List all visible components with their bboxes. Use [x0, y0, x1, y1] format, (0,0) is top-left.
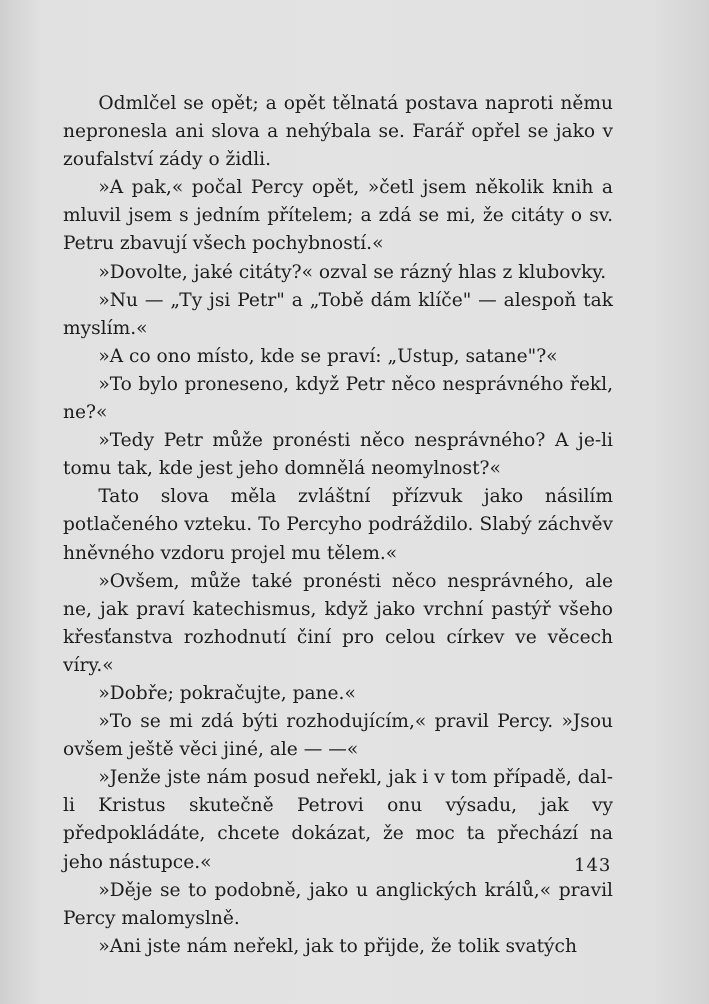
paragraph-11: »To se mi zdá býti rozhodujícím,« pravil Percy. »Jsou ovšem ještě věci jiné, ale — —« — [63, 711, 613, 761]
paragraph-1: Odmlčel se opět; a opět tělnatá postava naproti němu nepronesla ani slova a nehýbala se. Farář opřel se jako v zoufalství zády o židli. — [63, 93, 613, 171]
paragraph-3: »Dovolte, jaké citáty?« ozval se rázný hlas z klubovky. — [98, 261, 607, 283]
paragraph-7: »Tedy Petr může pronésti něco nesprávného? A je-li tomu tak, kde jest jeho domnělá neomylnost?« — [63, 430, 613, 480]
paragraph-14: »Ani jste nám neřekl, jak to přijde, že tolik svatých — [98, 935, 577, 957]
paragraph-5: »A co ono místo, kde se praví: „Ustup, satane"?« — [98, 345, 558, 367]
page-body-text — [63, 90, 613, 961]
paragraph-6: »To bylo proneseno, když Petr něco nesprávného řekl, ne?« — [63, 373, 613, 424]
paragraph-9: »Ovšem, může také pronésti něco nesprávného, ale ne, jak praví katechismus, když jako vrchní pastýř všeho křesťanstva rozhodnutí činí pro celou církev ve věcech víry.« — [63, 570, 613, 676]
paragraph-10: »Dobře; pokračujte, pane.« — [98, 682, 356, 704]
paragraph-12: »Jenže jste nám posud neřekl, jak i v tom případě, dal-li Kristus skutečně Petrovi onu výsadu, jak vy předpokládáte, chcete dokázat, že moc ta přechází na jeho nástupce.« — [63, 767, 613, 873]
paragraph-4: »Nu — „Ty jsi Petr" a „Tobě dám klíče" — alespoň tak myslím.« — [63, 289, 613, 339]
page-number: 143 — [574, 855, 612, 876]
paragraph-2: »A pak,« počal Percy opět, »četl jsem několik knih a mluvil jsem s jedním přítelem; a zdá se mi, že citáty o sv. Petru zbavují všech pochybností.« — [63, 177, 613, 255]
paragraph-13: »Děje se to podobně, jako u anglických králů,« pravil Percy malomyslně. — [63, 879, 613, 929]
paragraph-8: Tato slova měla zvláštní přízvuk jako násilím potlačeného vzteku. To Percyho podráždilo. Slabý záchvěv hněvného vzdoru projel mu tělem.« — [63, 486, 613, 564]
